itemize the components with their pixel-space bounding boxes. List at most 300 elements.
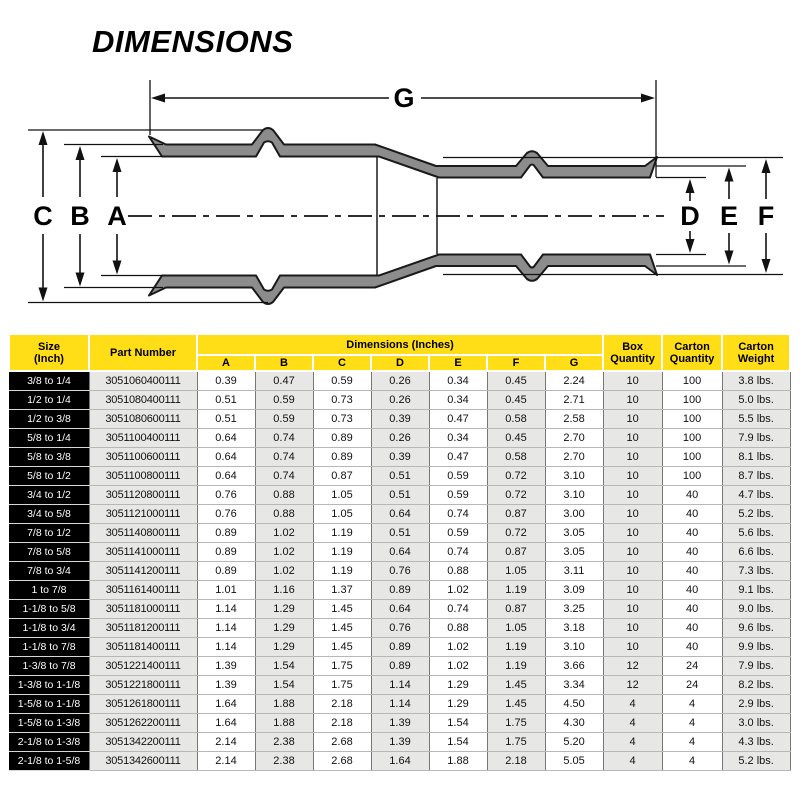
- cell-dim-g: 3.10: [545, 638, 603, 657]
- cell-part-number: 3051342600111: [89, 752, 197, 771]
- cell-part-number: 3051120800111: [89, 486, 197, 505]
- cell-box-qty: 10: [603, 581, 662, 600]
- cell-dim-d: 1.64: [371, 752, 429, 771]
- cell-dim-b: 0.59: [255, 410, 313, 429]
- cell-dim-e: 1.88: [429, 752, 487, 771]
- cell-carton-qty: 4: [662, 714, 722, 733]
- cell-dim-b: 0.74: [255, 448, 313, 467]
- cell-carton-qty: 40: [662, 486, 722, 505]
- cell-dim-d: 0.76: [371, 619, 429, 638]
- cell-dim-a: 0.64: [197, 429, 255, 448]
- cell-dim-a: 0.89: [197, 524, 255, 543]
- header-box-quantity: [603, 334, 662, 371]
- header-dim-f: F: [487, 355, 545, 371]
- cell-part-number: 3051140800111: [89, 524, 197, 543]
- header-carton-qty-line2: Quantity: [669, 352, 715, 365]
- table-row: [9, 752, 790, 771]
- cell-size: 1-5/8 to 1-3/8: [9, 714, 89, 733]
- cell-size: 1-3/8 to 1-1/8: [9, 676, 89, 695]
- table-row: [9, 543, 790, 562]
- cell-carton-weight: 4.7 lbs.: [722, 486, 790, 505]
- cell-box-qty: 4: [603, 752, 662, 771]
- cell-carton-weight: 7.3 lbs.: [722, 562, 790, 581]
- cell-size: 1/2 to 1/4: [9, 391, 89, 410]
- cell-dim-c: 2.18: [313, 714, 371, 733]
- fitting-top-wall: [149, 128, 657, 178]
- cell-dim-b: 1.29: [255, 619, 313, 638]
- header-carton-weight: [722, 334, 790, 371]
- header-size: [9, 334, 89, 371]
- table-row: [9, 505, 790, 524]
- cell-carton-weight: 9.6 lbs.: [722, 619, 790, 638]
- cell-dim-a: 0.51: [197, 391, 255, 410]
- table-row: [9, 581, 790, 600]
- cell-dim-f: 1.45: [487, 676, 545, 695]
- cell-dim-f: 0.45: [487, 429, 545, 448]
- cell-dim-d: 1.14: [371, 676, 429, 695]
- table-row: [9, 410, 790, 429]
- cell-part-number: 3051141200111: [89, 562, 197, 581]
- cell-dim-e: 0.59: [429, 486, 487, 505]
- cell-carton-qty: 4: [662, 695, 722, 714]
- cell-dim-c: 0.73: [313, 391, 371, 410]
- table-header: [9, 334, 790, 371]
- cell-part-number: 3051261800111: [89, 695, 197, 714]
- cell-dim-c: 0.89: [313, 448, 371, 467]
- cell-size: 1-3/8 to 7/8: [9, 657, 89, 676]
- cell-dim-g: 3.00: [545, 505, 603, 524]
- cell-dim-b: 1.54: [255, 676, 313, 695]
- header-carton-wt-line2: Weight: [737, 352, 775, 365]
- cell-carton-weight: 8.1 lbs.: [722, 448, 790, 467]
- cell-dim-a: 1.64: [197, 714, 255, 733]
- cell-dim-g: 3.09: [545, 581, 603, 600]
- header-dim-c: C: [313, 355, 371, 371]
- cell-part-number: 3051221800111: [89, 676, 197, 695]
- cell-dim-c: 1.37: [313, 581, 371, 600]
- cell-box-qty: 10: [603, 391, 662, 410]
- cell-dim-e: 0.74: [429, 543, 487, 562]
- cell-carton-qty: 100: [662, 429, 722, 448]
- cell-part-number: 3051161400111: [89, 581, 197, 600]
- cell-part-number: 3051181400111: [89, 638, 197, 657]
- cell-dim-e: 1.54: [429, 714, 487, 733]
- cell-dim-c: 1.45: [313, 600, 371, 619]
- cell-dim-f: 1.75: [487, 733, 545, 752]
- cell-dim-c: 0.73: [313, 410, 371, 429]
- cell-carton-qty: 40: [662, 619, 722, 638]
- cell-dim-a: 1.64: [197, 695, 255, 714]
- table-row: [9, 695, 790, 714]
- cell-carton-qty: 40: [662, 638, 722, 657]
- header-size-line2: (Inch): [34, 352, 64, 365]
- cell-dim-f: 1.75: [487, 714, 545, 733]
- cell-dim-g: 2.70: [545, 429, 603, 448]
- cell-box-qty: 10: [603, 467, 662, 486]
- cell-carton-weight: 5.0 lbs.: [722, 391, 790, 410]
- cell-dim-d: 0.64: [371, 543, 429, 562]
- cell-dim-d: 0.26: [371, 371, 429, 391]
- dim-label-e: E: [719, 201, 739, 231]
- cell-carton-weight: 8.2 lbs.: [722, 676, 790, 695]
- cell-size: 3/8 to 1/4: [9, 371, 89, 391]
- cell-carton-weight: 5.2 lbs.: [722, 752, 790, 771]
- cell-carton-qty: 4: [662, 733, 722, 752]
- cell-dim-b: 1.88: [255, 695, 313, 714]
- cell-dim-g: 3.18: [545, 619, 603, 638]
- table-row: [9, 733, 790, 752]
- cell-dim-d: 0.64: [371, 600, 429, 619]
- cell-box-qty: 10: [603, 448, 662, 467]
- cell-dim-e: 1.29: [429, 676, 487, 695]
- reducer-fitting-diagram: [0, 0, 800, 330]
- cell-dim-g: 3.10: [545, 467, 603, 486]
- cell-dim-e: 0.59: [429, 524, 487, 543]
- table-row: [9, 524, 790, 543]
- cell-box-qty: 10: [603, 543, 662, 562]
- cell-box-qty: 10: [603, 524, 662, 543]
- cell-dim-f: 0.45: [487, 371, 545, 391]
- table-row: [9, 619, 790, 638]
- cell-dim-g: 3.05: [545, 524, 603, 543]
- cell-dim-c: 0.87: [313, 467, 371, 486]
- cell-size: 1/2 to 3/8: [9, 410, 89, 429]
- cell-dim-b: 0.59: [255, 391, 313, 410]
- cell-dim-a: 0.76: [197, 486, 255, 505]
- cell-box-qty: 10: [603, 486, 662, 505]
- cell-box-qty: 10: [603, 562, 662, 581]
- cell-size: 7/8 to 5/8: [9, 543, 89, 562]
- cell-dim-e: 0.59: [429, 467, 487, 486]
- cell-dim-b: 0.88: [255, 505, 313, 524]
- cell-size: 1 to 7/8: [9, 581, 89, 600]
- cell-dim-d: 0.26: [371, 391, 429, 410]
- table-row: [9, 714, 790, 733]
- cell-dim-a: 2.14: [197, 733, 255, 752]
- cell-carton-qty: 40: [662, 562, 722, 581]
- cell-dim-b: 2.38: [255, 733, 313, 752]
- cell-box-qty: 4: [603, 695, 662, 714]
- cell-box-qty: 10: [603, 505, 662, 524]
- cell-part-number: 3051080400111: [89, 391, 197, 410]
- cell-carton-weight: 7.9 lbs.: [722, 429, 790, 448]
- cell-dim-b: 2.38: [255, 752, 313, 771]
- cell-dim-b: 1.16: [255, 581, 313, 600]
- cell-box-qty: 10: [603, 638, 662, 657]
- cell-dim-b: 1.02: [255, 562, 313, 581]
- header-carton-qty-line1: Carton: [674, 340, 710, 353]
- cell-dim-c: 1.05: [313, 486, 371, 505]
- cell-dim-e: 0.47: [429, 448, 487, 467]
- cell-part-number: 3051060400111: [89, 371, 197, 391]
- cell-dim-b: 0.74: [255, 429, 313, 448]
- header-box-line1: Box: [622, 340, 643, 353]
- cell-dim-g: 3.34: [545, 676, 603, 695]
- cell-dim-c: 1.19: [313, 543, 371, 562]
- cell-dim-c: 1.75: [313, 657, 371, 676]
- cell-box-qty: 4: [603, 733, 662, 752]
- cell-size: 2-1/8 to 1-3/8: [9, 733, 89, 752]
- table-body: [9, 371, 790, 771]
- cell-dim-f: 1.05: [487, 562, 545, 581]
- header-dim-g: G: [545, 355, 603, 371]
- cell-part-number: 3051100600111: [89, 448, 197, 467]
- cell-dim-c: 1.19: [313, 562, 371, 581]
- cell-dim-e: 0.88: [429, 619, 487, 638]
- cell-carton-qty: 100: [662, 410, 722, 429]
- cell-dim-g: 3.10: [545, 486, 603, 505]
- cell-dim-d: 0.89: [371, 581, 429, 600]
- cell-dim-c: 2.68: [313, 733, 371, 752]
- cell-dim-d: 1.14: [371, 695, 429, 714]
- dim-label-b: B: [70, 201, 90, 231]
- cell-dim-f: 1.19: [487, 657, 545, 676]
- cell-box-qty: 10: [603, 619, 662, 638]
- cell-dim-c: 1.19: [313, 524, 371, 543]
- cell-size: 1-1/8 to 7/8: [9, 638, 89, 657]
- cell-dim-g: 2.24: [545, 371, 603, 391]
- cell-size: 5/8 to 1/4: [9, 429, 89, 448]
- cell-part-number: 3051342200111: [89, 733, 197, 752]
- cell-dim-b: 1.29: [255, 638, 313, 657]
- cell-dim-f: 0.58: [487, 448, 545, 467]
- header-size-line1: Size: [37, 340, 60, 353]
- cell-dim-a: 2.14: [197, 752, 255, 771]
- table-row: [9, 429, 790, 448]
- cell-dim-e: 1.54: [429, 733, 487, 752]
- cell-part-number: 3051100800111: [89, 467, 197, 486]
- cell-dim-g: 5.20: [545, 733, 603, 752]
- cell-dim-b: 0.47: [255, 371, 313, 391]
- cell-dim-d: 0.76: [371, 562, 429, 581]
- cell-carton-qty: 4: [662, 752, 722, 771]
- cell-dim-d: 0.26: [371, 429, 429, 448]
- cell-dim-a: 0.39: [197, 371, 255, 391]
- cell-dim-a: 0.76: [197, 505, 255, 524]
- dimension-e: [656, 166, 746, 266]
- cell-dim-d: 0.39: [371, 410, 429, 429]
- cell-carton-qty: 40: [662, 600, 722, 619]
- cell-dim-g: 4.50: [545, 695, 603, 714]
- cell-carton-weight: 5.2 lbs.: [722, 505, 790, 524]
- cell-dim-b: 1.02: [255, 543, 313, 562]
- cell-box-qty: 10: [603, 371, 662, 391]
- cell-dim-f: 1.19: [487, 638, 545, 657]
- cell-box-qty: 10: [603, 429, 662, 448]
- cell-carton-qty: 100: [662, 467, 722, 486]
- cell-dim-e: 1.02: [429, 638, 487, 657]
- cell-dim-b: 0.74: [255, 467, 313, 486]
- cell-dim-g: 5.05: [545, 752, 603, 771]
- cell-size: 7/8 to 3/4: [9, 562, 89, 581]
- cell-size: 1-1/8 to 5/8: [9, 600, 89, 619]
- cell-part-number: 3051181000111: [89, 600, 197, 619]
- cell-dim-f: 0.72: [487, 467, 545, 486]
- cell-dim-g: 3.25: [545, 600, 603, 619]
- cell-dim-f: 0.45: [487, 391, 545, 410]
- cell-part-number: 3051181200111: [89, 619, 197, 638]
- dim-label-c: C: [33, 201, 53, 231]
- cell-carton-weight: 3.8 lbs.: [722, 371, 790, 391]
- cell-dim-e: 0.47: [429, 410, 487, 429]
- cell-dim-g: 2.70: [545, 448, 603, 467]
- page-title: DIMENSIONS: [92, 24, 294, 59]
- cell-box-qty: 12: [603, 657, 662, 676]
- dim-label-d: D: [680, 201, 700, 231]
- table-row: [9, 486, 790, 505]
- cell-dim-c: 1.75: [313, 676, 371, 695]
- cell-dim-f: 0.72: [487, 524, 545, 543]
- cell-carton-qty: 100: [662, 391, 722, 410]
- table-row: [9, 562, 790, 581]
- table-row: [9, 657, 790, 676]
- cell-size: 5/8 to 3/8: [9, 448, 89, 467]
- cell-dim-e: 0.74: [429, 505, 487, 524]
- cell-dim-a: 0.64: [197, 467, 255, 486]
- cell-dim-d: 0.89: [371, 638, 429, 657]
- cell-size: 7/8 to 1/2: [9, 524, 89, 543]
- header-part-number: Part Number: [89, 334, 197, 371]
- cell-dim-c: 2.18: [313, 695, 371, 714]
- cell-dim-e: 0.74: [429, 600, 487, 619]
- cell-dim-c: 0.89: [313, 429, 371, 448]
- cell-size: 3/4 to 1/2: [9, 486, 89, 505]
- cell-dim-f: 1.05: [487, 619, 545, 638]
- cell-carton-qty: 24: [662, 676, 722, 695]
- cell-dim-d: 1.39: [371, 714, 429, 733]
- cell-dim-a: 1.39: [197, 657, 255, 676]
- cell-carton-qty: 40: [662, 543, 722, 562]
- cell-dim-a: 0.64: [197, 448, 255, 467]
- cell-dim-b: 1.54: [255, 657, 313, 676]
- table-row: [9, 467, 790, 486]
- cell-dim-f: 0.72: [487, 486, 545, 505]
- cell-dim-g: 3.11: [545, 562, 603, 581]
- cell-box-qty: 10: [603, 410, 662, 429]
- cell-part-number: 3051262200111: [89, 714, 197, 733]
- cell-dim-d: 0.51: [371, 467, 429, 486]
- cell-carton-weight: 9.9 lbs.: [722, 638, 790, 657]
- cell-size: 3/4 to 5/8: [9, 505, 89, 524]
- cell-size: 5/8 to 1/2: [9, 467, 89, 486]
- cell-carton-weight: 4.3 lbs.: [722, 733, 790, 752]
- cell-box-qty: 12: [603, 676, 662, 695]
- cell-part-number: 3051100400111: [89, 429, 197, 448]
- cell-part-number: 3051141000111: [89, 543, 197, 562]
- cell-dim-e: 1.02: [429, 581, 487, 600]
- cell-carton-weight: 9.1 lbs.: [722, 581, 790, 600]
- table-row: [9, 391, 790, 410]
- table-row: [9, 638, 790, 657]
- cell-size: 1-1/8 to 3/4: [9, 619, 89, 638]
- cell-carton-qty: 40: [662, 524, 722, 543]
- cell-dim-a: 1.14: [197, 619, 255, 638]
- cell-dim-b: 1.02: [255, 524, 313, 543]
- cell-dim-g: 3.05: [545, 543, 603, 562]
- dim-label-f: F: [757, 201, 775, 231]
- cell-dim-f: 1.45: [487, 695, 545, 714]
- cell-dim-g: 2.71: [545, 391, 603, 410]
- header-box-line2: Quantity: [610, 352, 655, 365]
- cell-dim-a: 1.14: [197, 638, 255, 657]
- cell-dim-d: 0.51: [371, 486, 429, 505]
- fitting-bottom-wall: [149, 255, 657, 305]
- cell-dim-e: 1.02: [429, 657, 487, 676]
- cell-dim-a: 1.14: [197, 600, 255, 619]
- cell-dim-f: 0.87: [487, 505, 545, 524]
- cell-dim-f: 0.87: [487, 543, 545, 562]
- dim-label-g: G: [393, 83, 415, 113]
- cell-carton-qty: 24: [662, 657, 722, 676]
- cell-dim-g: 3.66: [545, 657, 603, 676]
- cell-dim-c: 1.45: [313, 638, 371, 657]
- cell-dim-f: 0.87: [487, 600, 545, 619]
- cell-carton-qty: 100: [662, 448, 722, 467]
- cell-dim-a: 1.01: [197, 581, 255, 600]
- cell-box-qty: 4: [603, 714, 662, 733]
- header-dim-d: D: [371, 355, 429, 371]
- header-dim-a: A: [197, 355, 255, 371]
- cell-dim-f: 0.58: [487, 410, 545, 429]
- cell-dim-d: 0.51: [371, 524, 429, 543]
- header-dimensions-group: Dimensions (Inches): [197, 334, 603, 355]
- cell-carton-weight: 2.9 lbs.: [722, 695, 790, 714]
- cell-part-number: 3051080600111: [89, 410, 197, 429]
- cell-carton-weight: 5.5 lbs.: [722, 410, 790, 429]
- cell-dim-d: 0.89: [371, 657, 429, 676]
- cell-carton-qty: 100: [662, 371, 722, 391]
- cell-dim-a: 0.51: [197, 410, 255, 429]
- header-dim-e: E: [429, 355, 487, 371]
- cell-carton-weight: 3.0 lbs.: [722, 714, 790, 733]
- cell-dim-g: 4.30: [545, 714, 603, 733]
- cell-dim-d: 0.64: [371, 505, 429, 524]
- cell-size: 1-5/8 to 1-1/8: [9, 695, 89, 714]
- cell-dim-g: 2.58: [545, 410, 603, 429]
- cell-dim-a: 0.89: [197, 543, 255, 562]
- cell-dim-c: 1.45: [313, 619, 371, 638]
- table-row: [9, 448, 790, 467]
- dimensions-table: [8, 333, 791, 771]
- cell-dim-c: 0.59: [313, 371, 371, 391]
- table-row: [9, 371, 790, 391]
- cell-carton-weight: 9.0 lbs.: [722, 600, 790, 619]
- cell-dim-e: 0.34: [429, 371, 487, 391]
- cell-carton-qty: 40: [662, 505, 722, 524]
- cell-dim-e: 0.34: [429, 429, 487, 448]
- cell-dim-d: 0.39: [371, 448, 429, 467]
- table-row: [9, 676, 790, 695]
- header-carton-wt-line1: Carton: [738, 340, 774, 353]
- cell-carton-qty: 40: [662, 581, 722, 600]
- cell-carton-weight: 8.7 lbs.: [722, 467, 790, 486]
- cell-carton-weight: 7.9 lbs.: [722, 657, 790, 676]
- cell-part-number: 3051221400111: [89, 657, 197, 676]
- cell-dim-b: 1.88: [255, 714, 313, 733]
- cell-carton-weight: 6.6 lbs.: [722, 543, 790, 562]
- cell-dim-a: 0.89: [197, 562, 255, 581]
- header-carton-quantity: [662, 334, 722, 371]
- cell-dim-e: 0.34: [429, 391, 487, 410]
- cell-dim-d: 1.39: [371, 733, 429, 752]
- header-dim-b: B: [255, 355, 313, 371]
- cell-dim-e: 0.88: [429, 562, 487, 581]
- dim-label-a: A: [107, 201, 127, 231]
- cell-dim-f: 2.18: [487, 752, 545, 771]
- cell-dim-b: 1.29: [255, 600, 313, 619]
- cell-size: 2-1/8 to 1-5/8: [9, 752, 89, 771]
- cell-dim-f: 1.19: [487, 581, 545, 600]
